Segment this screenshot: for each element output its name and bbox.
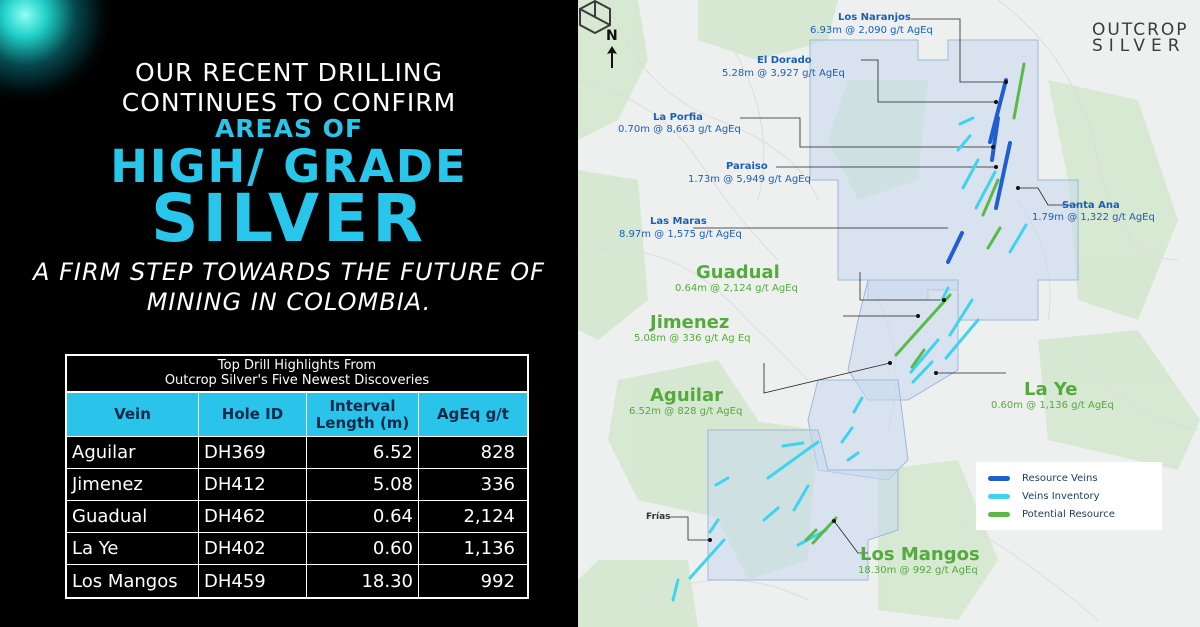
value-jimenez: 5.08m @ 336 g/t Ag Eq bbox=[634, 333, 751, 344]
cell-interval: 18.30 bbox=[307, 565, 419, 597]
value-paraiso: 1.73m @ 5,949 g/t AgEq bbox=[688, 174, 811, 185]
cell-vein: Aguilar bbox=[67, 437, 199, 468]
value-el-dorado: 5.28m @ 3,927 g/t AgEq bbox=[722, 68, 845, 79]
cell-ageq: 2,124 bbox=[463, 506, 515, 527]
header-ageq: AgEq g/t bbox=[437, 405, 509, 423]
legend-label: Potential Resource bbox=[1022, 509, 1115, 520]
cell-vein: Jimenez bbox=[67, 469, 199, 500]
left-panel bbox=[0, 0, 578, 627]
subheadline-line-1: A FIRM STEP TOWARDS THE FUTURE OF bbox=[33, 258, 545, 286]
label-las-maras: Las Maras bbox=[650, 216, 707, 227]
value-los-mangos: 18.30m @ 992 g/t AgEq bbox=[858, 565, 978, 576]
cell-vein: La Ye bbox=[67, 533, 199, 564]
table-row bbox=[67, 469, 527, 501]
north-label: N bbox=[606, 28, 618, 44]
table-caption-line-2: Outcrop Silver's Five Newest Discoveries bbox=[164, 373, 430, 388]
legend-swatch-inventory bbox=[988, 494, 1010, 499]
headline-line-4: HIGH/ GRADE bbox=[110, 140, 468, 193]
cell-hole-id: DH412 bbox=[199, 469, 307, 500]
table-row bbox=[67, 565, 527, 597]
cell-ageq: 1,136 bbox=[463, 538, 515, 559]
headline-line-1: OUR RECENT DRILLING bbox=[135, 58, 443, 87]
cell-ageq: 992 bbox=[480, 570, 515, 592]
value-guadual: 0.64m @ 2,124 g/t AgEq bbox=[675, 283, 798, 294]
cell-interval: 6.52 bbox=[307, 437, 419, 468]
value-santa-ana: 1.79m @ 1,322 g/t AgEq bbox=[1032, 212, 1155, 223]
drill-highlights-table bbox=[65, 354, 529, 599]
label-la-ye: La Ye bbox=[1024, 379, 1078, 400]
headline-line-3: AREAS OF bbox=[214, 114, 364, 143]
headline-line-2: CONTINUES TO CONFIRM bbox=[121, 88, 457, 117]
logo-text-line-1: OUTCROP bbox=[1092, 20, 1189, 40]
value-los-naranjos: 6.93m @ 2,090 g/t AgEq bbox=[810, 25, 933, 36]
header-vein: Vein bbox=[67, 393, 199, 436]
table-row bbox=[67, 501, 527, 533]
table-caption-line-1: Top Drill Highlights From bbox=[217, 358, 377, 373]
table-row bbox=[67, 533, 527, 565]
legend-item bbox=[988, 509, 1115, 520]
header-interval-length: Interval Length (m) bbox=[307, 393, 419, 436]
table-row bbox=[67, 437, 527, 469]
cell-hole-id: DH369 bbox=[199, 437, 307, 468]
label-los-mangos: Los Mangos bbox=[860, 544, 980, 565]
label-los-naranjos: Los Naranjos bbox=[838, 12, 911, 23]
label-aguilar: Aguilar bbox=[650, 385, 723, 406]
cell-ageq: 336 bbox=[480, 474, 515, 495]
cell-hole-id: DH462 bbox=[199, 501, 307, 532]
value-aguilar: 6.52m @ 828 g/t AgEq bbox=[629, 406, 743, 417]
map-legend bbox=[976, 462, 1162, 530]
label-frias: Frías bbox=[646, 512, 671, 522]
value-la-ye: 0.60m @ 1,136 g/t AgEq bbox=[991, 400, 1114, 411]
cell-vein: Guadual bbox=[67, 501, 199, 532]
cell-hole-id: DH402 bbox=[199, 533, 307, 564]
label-guadual: Guadual bbox=[696, 262, 780, 283]
cell-vein: Los Mangos bbox=[67, 565, 199, 597]
cell-interval: 0.64 bbox=[307, 501, 419, 532]
table-header-row bbox=[67, 393, 527, 437]
headline-line-5: SILVER bbox=[150, 180, 428, 257]
label-santa-ana: Santa Ana bbox=[1062, 200, 1120, 211]
legend-item bbox=[988, 491, 1100, 502]
legend-label: Veins Inventory bbox=[1022, 491, 1100, 502]
label-el-dorado: El Dorado bbox=[757, 55, 812, 66]
cell-interval: 5.08 bbox=[307, 469, 419, 500]
legend-item bbox=[988, 473, 1098, 484]
cell-hole-id: DH459 bbox=[199, 565, 307, 597]
header-hole-id: Hole ID bbox=[199, 393, 307, 436]
legend-swatch-resource bbox=[988, 476, 1010, 481]
label-la-porfia: La Porfia bbox=[653, 112, 703, 123]
table-caption bbox=[67, 356, 527, 393]
value-las-maras: 8.97m @ 1,575 g/t AgEq bbox=[619, 229, 742, 240]
map-panel bbox=[578, 0, 1200, 627]
subheadline-line-2: MINING IN COLOMBIA. bbox=[146, 288, 432, 316]
cell-interval: 0.60 bbox=[307, 533, 419, 564]
legend-swatch-potential bbox=[988, 512, 1010, 517]
logo-text-line-2: SILVER bbox=[1092, 36, 1186, 56]
north-arrow-icon bbox=[606, 46, 618, 68]
value-la-porfia: 0.70m @ 8,663 g/t AgEq bbox=[618, 124, 741, 135]
outcrop-logo-icon bbox=[578, 0, 612, 34]
label-paraiso: Paraiso bbox=[726, 161, 768, 172]
label-jimenez: Jimenez bbox=[650, 312, 730, 333]
legend-label: Resource Veins bbox=[1022, 473, 1098, 484]
cell-ageq: 828 bbox=[480, 442, 515, 463]
